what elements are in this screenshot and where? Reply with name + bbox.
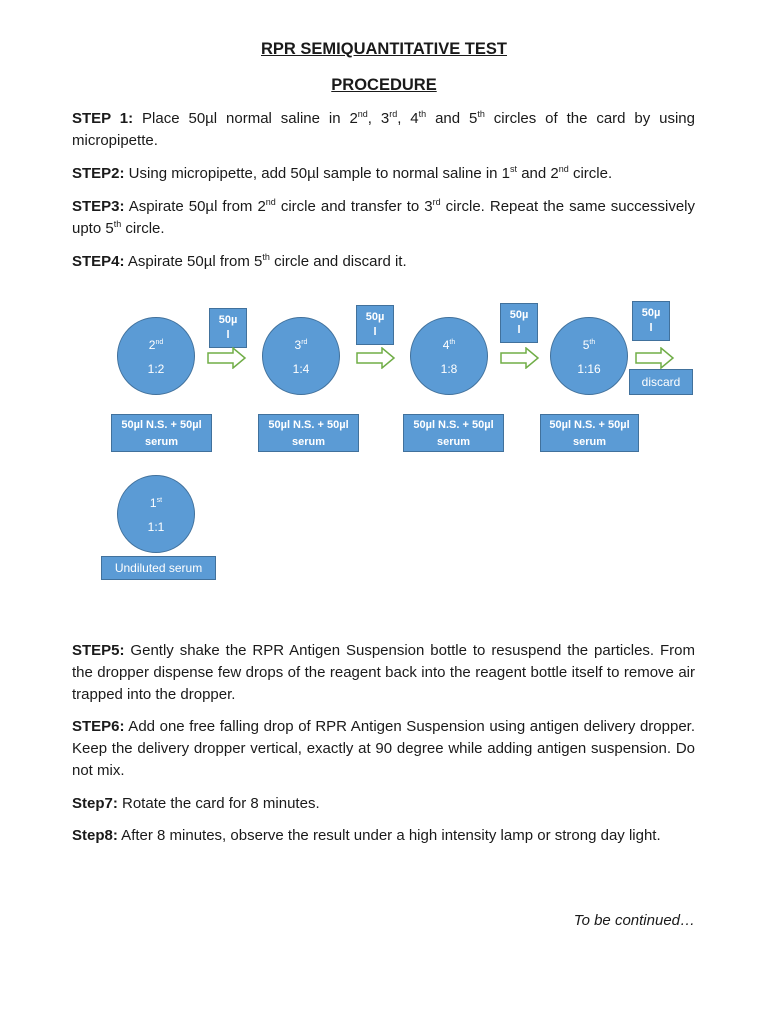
- step-label: STEP 1:: [72, 110, 134, 127]
- undiluted-serum-box: Undiluted serum: [101, 556, 216, 580]
- step-text: Place 50µl normal saline in 2nd, 3rd, 4th and 5th circles of the card by using micropipette.: [72, 109, 695, 149]
- step-text: After 8 minutes, observe the result under a high intensity lamp or strong day light.: [117, 827, 661, 844]
- circle-ratio: 1:4: [292, 362, 310, 376]
- circle-ratio: 1:2: [147, 362, 165, 376]
- circle-2nd: [117, 317, 195, 395]
- step-text: Add one free falling drop of RPR Antigen Suspension using antigen delivery dropper. Keep the delivery dropper vertical, exactly at 90 degree while adding antigen suspension. Do not mix.: [72, 718, 695, 779]
- mix-label-box: 50µl N.S. + 50µl serum: [111, 414, 212, 452]
- transfer-arrow-icon: [635, 347, 675, 369]
- circle-5th: [550, 317, 628, 395]
- transfer-arrow-icon: [207, 347, 247, 369]
- step-label: STEP2:: [72, 165, 125, 182]
- step-text: Aspirate 50µl from 2nd circle and transfer to 3rd circle. Repeat the same successively upto 5th circle.: [72, 197, 696, 237]
- step-text: Gently shake the RPR Antigen Suspension bottle to resuspend the particles. From the dropper dispense few drops of the reagent back into the reagent bottle itself to remove air trapped into the dropper.: [72, 642, 695, 703]
- step-5: [72, 640, 695, 706]
- procedure-heading: PROCEDURE: [331, 76, 437, 94]
- step-label: STEP3:: [72, 198, 125, 215]
- step-3: [72, 196, 695, 240]
- circle-ordinal: 5th: [582, 338, 596, 352]
- transfer-arrow-icon: [356, 347, 396, 369]
- step-text: Aspirate 50µl from 5th circle and discard it.: [124, 252, 407, 270]
- step-8: [72, 825, 695, 847]
- step-label: STEP4:: [72, 253, 125, 270]
- circle-ordinal: 4th: [442, 338, 456, 352]
- circle-ordinal: 3rd: [294, 338, 308, 352]
- discard-box: discard: [629, 369, 693, 395]
- mix-label-box: 50µl N.S. + 50µl serum: [540, 414, 639, 452]
- step-1: [72, 108, 695, 152]
- circle-ratio: 1:16: [577, 362, 601, 376]
- transfer-volume-label: 50µ l: [632, 301, 670, 341]
- circle-1st: [117, 475, 195, 553]
- step-6: [72, 716, 695, 782]
- transfer-arrow-icon: [500, 347, 540, 369]
- step-7: [72, 793, 695, 815]
- step-text: Rotate the card for 8 minutes.: [117, 795, 320, 812]
- mix-label-box: 50µl N.S. + 50µl serum: [258, 414, 359, 452]
- circle-ratio: 1:1: [147, 520, 165, 534]
- step-text: Using micropipette, add 50µl sample to normal saline in 1st and 2nd circle.: [124, 164, 613, 182]
- step-label: STEP5:: [72, 642, 125, 659]
- step-2: [72, 163, 695, 185]
- transfer-volume-label: 50µ l: [209, 308, 247, 348]
- step-4: [72, 251, 695, 273]
- circle-4th: [410, 317, 488, 395]
- transfer-volume-label: 50µ l: [356, 305, 394, 345]
- document-title: RPR SEMIQUANTITATIVE TEST: [261, 40, 507, 58]
- step-label: Step8:: [72, 827, 118, 844]
- circle-ratio: 1:8: [440, 362, 458, 376]
- transfer-volume-label: 50µ l: [500, 303, 538, 343]
- step-label: STEP6:: [72, 718, 125, 735]
- step-label: Step7:: [72, 795, 118, 812]
- circle-ordinal: 1st: [149, 496, 163, 510]
- circle-3rd: [262, 317, 340, 395]
- mix-label-box: 50µl N.S. + 50µl serum: [403, 414, 504, 452]
- circle-ordinal: 2nd: [148, 338, 164, 352]
- continued-note: To be continued…: [573, 912, 695, 929]
